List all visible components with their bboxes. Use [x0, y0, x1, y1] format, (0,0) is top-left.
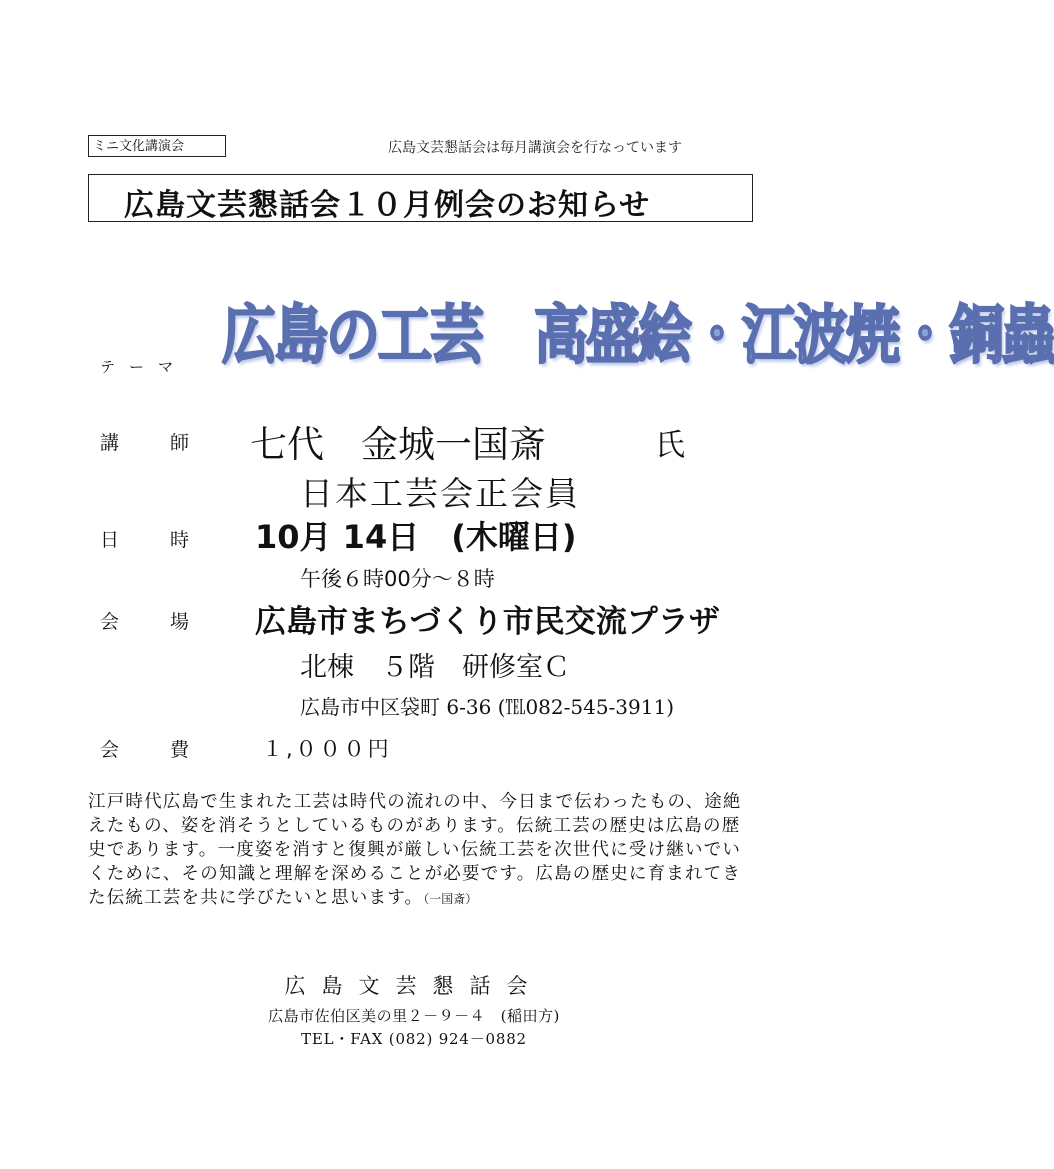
- fee-label-1: 会: [100, 739, 120, 761]
- header-note: 広島文芸懇話会は毎月講演会を行なっています: [388, 140, 682, 156]
- venue-label-2: 場: [170, 611, 190, 633]
- organizer-address: 広島市佐伯区美の里２－９－４ (稲田方): [268, 1007, 560, 1025]
- description-signature: （一国斎）: [423, 892, 478, 906]
- theme-title: 広島の工芸 高盛絵・江波焼・銅蟲: [222, 297, 1054, 373]
- lecturer-name: 七代 金城一国斎: [250, 423, 546, 466]
- description-text: 江戸時代広島で生まれた工芸は時代の流れの中、今日まで伝わったもの、途絶えたもの、姿を消そうとしているものがあります。伝統工芸の歴史は広島の歴史であります。一度姿を消すと復興が厳しい伝統工芸を次世代に受け継いでいくために、その知識と理解を深めることが必要です。広島の歴史に育まれてきた伝統工芸を共に学びたいと思います。: [88, 792, 742, 908]
- fee-label-2: 費: [170, 739, 190, 761]
- venue-address: 広島市中区袋町 6-36 (℡082-545-3911): [300, 695, 675, 719]
- theme-label: テーマ: [100, 358, 188, 376]
- venue-name: 広島市まちづくり市民交流プラザ: [255, 604, 720, 640]
- datetime-label-1: 日: [100, 529, 120, 551]
- lecturer-title: 日本工芸会正会員: [300, 474, 580, 513]
- datetime-label-2: 時: [170, 529, 190, 551]
- venue-room: 北棟 ５階 研修室Ｃ: [300, 652, 570, 683]
- event-time: 午後６時00分～８時: [300, 567, 495, 591]
- organizer-phone: TEL・FAX (082) 924－0882: [301, 1030, 527, 1048]
- lecturer-label-1: 講: [100, 432, 120, 454]
- event-date: 10月 14日 (木曜日): [255, 518, 577, 556]
- lecturer-honorific: 氏: [655, 428, 685, 463]
- organizer-name: 広島文芸懇話会: [284, 974, 544, 998]
- fee-amount: １,０００円: [262, 737, 392, 761]
- lecturer-label-2: 師: [170, 432, 190, 454]
- description-paragraph: [88, 790, 750, 911]
- event-category-tag: ミニ文化講演会: [88, 135, 226, 157]
- page-title: 広島文芸懇話会１０月例会のお知らせ: [124, 188, 651, 223]
- venue-label-1: 会: [100, 611, 120, 633]
